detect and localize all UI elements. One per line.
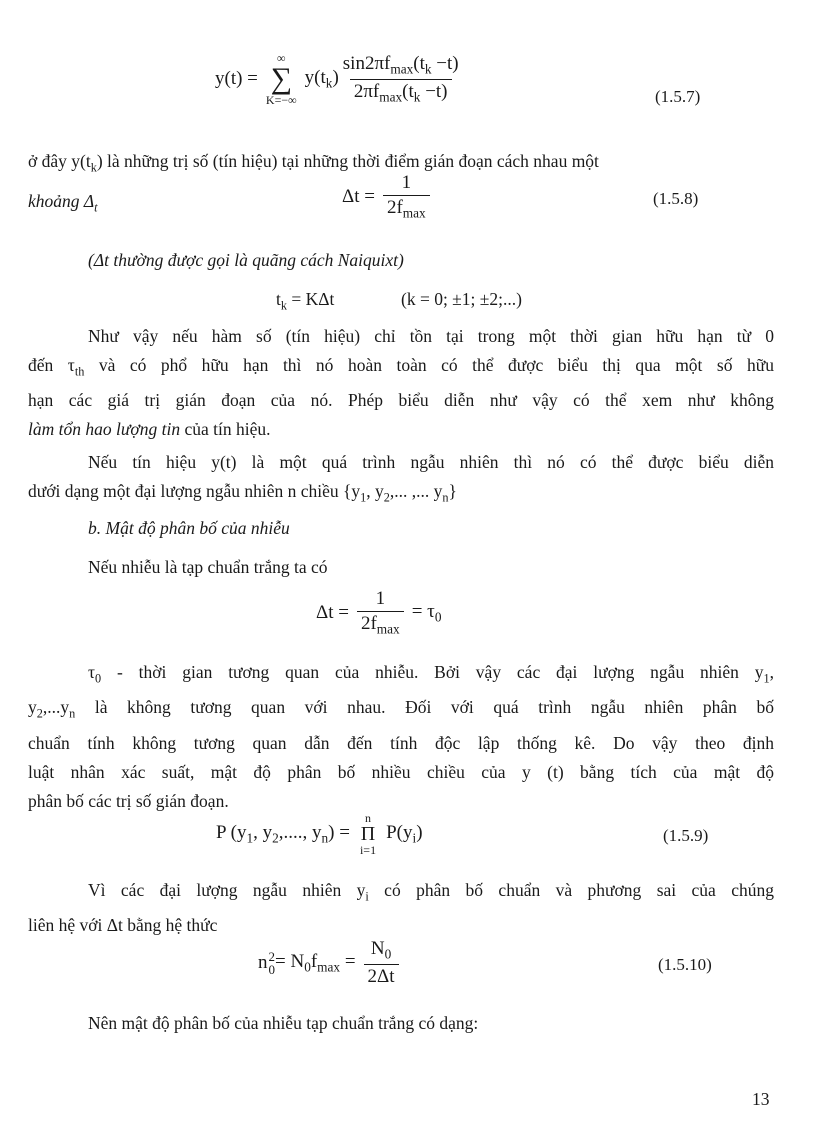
eq-lhs: y(t) = [215,68,258,89]
paragraph-3: Như vậy nếu hàm số (tín hiệu) chỉ tồn tại trong một thời gian hữu hạn từ 0 đến $\tau_{th}$ và có phổ hữu hạn thì nó hoàn toàn có thể được biểu thị qua một số hữu hạn các giá trị gián đoạn của nó. Phép biểu diễn như vậy có thể xem như không làm tổn hao lượng tin của tín hiệu. [28,326,774,440]
page-number: 13 [752,1089,770,1109]
section-heading: b. Mật độ phân bố của nhiễu [88,518,290,538]
equation-number: (1.5.7) [655,87,701,106]
tk-equation: $t_k = K\Delta t$ [276,289,335,313]
paragraph-1: ở đây $y(t_k)$ là những trị số (tín hiệu) tại những thời điểm gián đoạn cách nhau một [28,151,599,175]
equation-1-5-10: n 2 0 = $N_0f_{max}$ = $\frac{N_0}{2\Delta t}$ [258,938,399,988]
note: (Δt thường được gọi là quãng cách Naiquixt) [88,250,404,270]
paragraph-8: Nên mật độ phân bố của nhiễu tạp chuẩn trắng có dạng: [88,1013,479,1033]
equation-1-5-9: P ($y_1$, $y_2$,...., $y_n$) = n Π i=1 $P(y_i)$ [216,811,423,857]
equation-number: (1.5.9) [663,826,709,845]
equation-1-5-7 [215,52,463,106]
italic-label: khoảng $\Delta_t$ [28,191,98,215]
equation-tau: Δt = $\frac{1}{2f_{max}}$ = $\tau_0$ [316,588,442,637]
equation-1-5-8: Δt = $\frac{1}{2f_{max}}$ [342,172,430,222]
paragraph-5: Nếu nhiễu là tạp chuẩn trắng ta có [88,557,328,577]
paragraph-4: Nếu tín hiệu y(t) là một quá trình ngẫu nhiên thì nó có thể được biểu diễn dưới dạng một đại lượng ngẫu nhiên n chiều {$y_1$, $y_2$,... ,... $y_n$} [28,452,774,505]
sinc-fraction: $\frac{\sin 2\pi f_{max}(t_k -t)}{2\pi f_{max}(t_k -t)}$ [342,52,459,105]
paragraph-7: Vì các đại lượng ngẫu nhiên $y_i$ có phân bố chuẩn và phương sai của chúng liên hệ với Δt bằng hệ thức [28,880,774,936]
eq-term: $y(t_k)$ [304,66,339,91]
product-operator: n Π i=1 [359,811,377,857]
sum-operator: ∞ ∑ K=−∞ [265,51,297,107]
equation-number: (1.5.10) [658,955,712,974]
equation-number: (1.5.8) [653,189,699,208]
tk-condition: (k = 0; ±1; ±2;...) [401,289,522,309]
paragraph-6: $\tau_0$ - thời gian tương quan của nhiễu. Bởi vậy các đại lượng ngẫu nhiên $y_1$, $y_2,...y_n$ là không tương quan với nhau. Đối với quá trình ngẫu nhiên phân bố chuẩn tính không tương quan dẫn đến tính độc lập thống kê. Do vậy theo định luật nhân xác suất, mật độ phân bố nhiều chiều của y (t) bằng tích của mật độ phân bố các trị số gián đoạn. [28,662,774,811]
